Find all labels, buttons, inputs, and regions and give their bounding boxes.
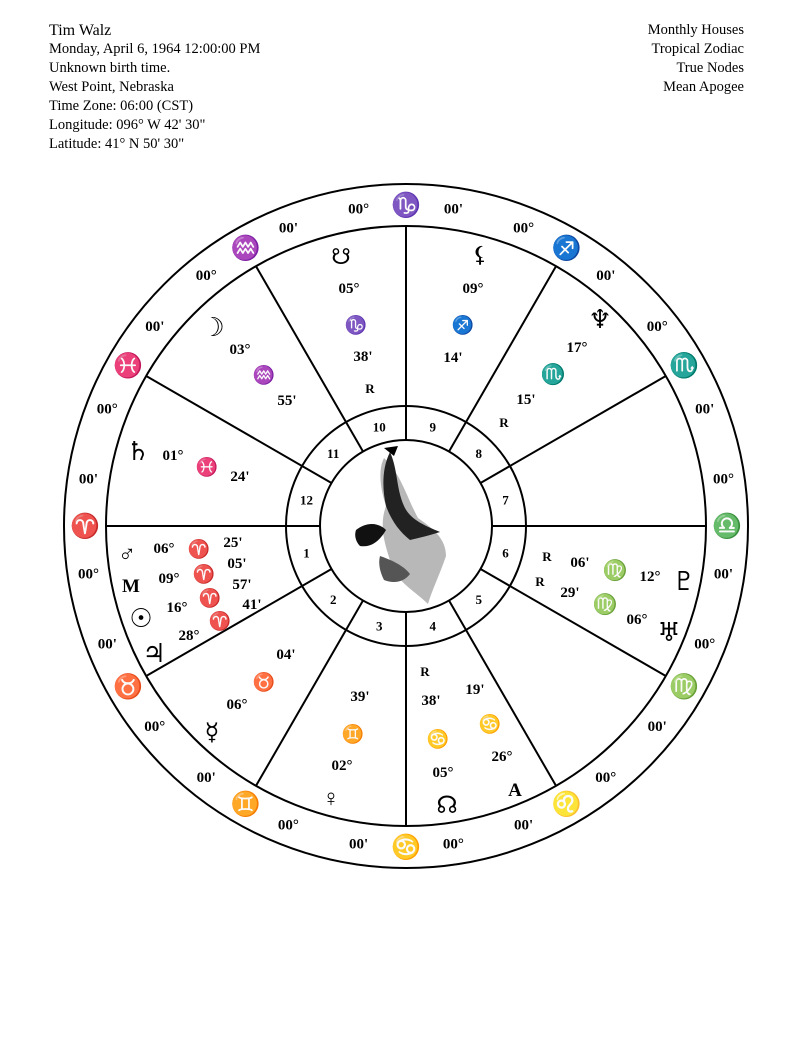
cusp-degree: 00° [595, 770, 617, 787]
cusp-minutes: 00' [349, 836, 369, 853]
cusp-degree: 00° [713, 471, 734, 488]
pluto-icon: ♇ [672, 567, 696, 596]
cusp-minutes: 00' [97, 636, 117, 653]
saturn-sign: ♓ [195, 457, 219, 477]
mercury-degree: 06° [226, 697, 248, 713]
cusp-degree: 00° [513, 220, 535, 237]
house-number-3: 3 [376, 618, 383, 634]
time-zone: Time Zone: 06:00 (CST) [49, 98, 194, 114]
neptune-minutes: 15' [516, 392, 536, 408]
lilith-degree: 09° [462, 281, 484, 297]
mars-icon: ♂ [118, 542, 136, 568]
house-number-1: 1 [303, 545, 310, 561]
cusp-minutes: 00' [443, 201, 463, 218]
cancer-icon: ♋ [391, 835, 421, 861]
cusp-minutes: 00' [647, 718, 667, 735]
pluto-minutes: 06' [570, 555, 590, 571]
ascendant-label: A [508, 780, 522, 801]
birth-datetime: Monday, April 6, 1964 12:00:00 PM [49, 41, 261, 57]
cusp-minutes: 00' [78, 471, 99, 488]
house-number-4: 4 [429, 618, 436, 634]
jupiter-degree: 28° [178, 628, 200, 644]
neptune-sign: ♏ [540, 364, 566, 386]
cusp-minutes: 00' [278, 220, 298, 237]
black-moon-lilith-icon: ⚸ [471, 242, 489, 267]
moon-degree: 03° [229, 342, 251, 358]
house-number-11: 11 [327, 446, 340, 462]
pluto-retrograde: R [542, 549, 552, 564]
cusp-minutes: 00' [713, 566, 734, 583]
south-node-minutes: 38' [353, 349, 373, 365]
house-number-9: 9 [429, 419, 436, 435]
lilith-sign: ♐ [451, 315, 475, 335]
cusp-degree: 00° [195, 267, 217, 284]
birth-time-note: Unknown birth time. [49, 60, 171, 76]
house-number-8: 8 [475, 446, 483, 462]
cusp-degree: 00° [78, 566, 99, 583]
mars-degree: 06° [153, 541, 175, 557]
uranus-degree: 06° [626, 612, 648, 628]
sagittarius-icon: ♐ [551, 236, 582, 262]
south-node-icon: ☋ [331, 244, 351, 269]
person-name: Tim Walz [49, 22, 112, 39]
capricorn-icon: ♑ [391, 193, 421, 219]
mercury-icon: ☿ [204, 720, 220, 746]
saturn-minutes: 24' [230, 469, 250, 485]
sun-sign: ♈ [198, 588, 222, 608]
south-node-sign: ♑ [344, 315, 368, 335]
cusp-degree: 00° [277, 817, 299, 834]
cusp-minutes: 00' [145, 319, 165, 336]
scorpio-icon: ♏ [669, 353, 699, 380]
north-node-minutes: 38' [421, 693, 441, 709]
south-node-retrograde: R [365, 381, 375, 396]
saturn-degree: 01° [162, 448, 184, 464]
aquarius-icon: ♒ [230, 236, 261, 262]
ascendant-sign: ♋ [478, 714, 502, 734]
mercury-minutes: 04' [276, 647, 296, 663]
venus-icon: ♀ [322, 786, 340, 812]
aries-icon: ♈ [70, 514, 100, 540]
mars-minutes: 25' [223, 535, 243, 551]
cusp-minutes: 00' [196, 770, 216, 787]
mars-sign: ♈ [187, 539, 211, 559]
north-node-retrograde: R [420, 664, 430, 679]
midheaven-sign: ♈ [192, 564, 216, 584]
cusp-degree: 00° [694, 636, 716, 653]
jupiter-sign: ♈ [208, 611, 232, 631]
uranus-sign: ♍ [592, 594, 618, 616]
zodiac-type: Tropical Zodiac [651, 41, 744, 57]
node-type: True Nodes [676, 60, 744, 76]
lilith-minutes: 14' [443, 350, 463, 366]
moon-sign: ♒ [252, 365, 276, 385]
north-node-icon: ☊ [436, 793, 458, 819]
ascendant-degree: 26° [491, 749, 513, 765]
neptune-icon: ♆ [588, 305, 612, 334]
pluto-degree: 12° [639, 569, 661, 585]
cusp-minutes: 00' [695, 401, 715, 418]
midheaven-label: M [122, 576, 140, 597]
house-number-2: 2 [329, 591, 337, 607]
cusp-degree: 00° [646, 319, 668, 336]
jupiter-minutes: 41' [242, 597, 262, 613]
uranus-icon: ♅ [657, 618, 681, 647]
libra-icon: ♎ [712, 514, 742, 540]
pluto-sign: ♍ [602, 560, 628, 582]
longitude: Longitude: 096° W 42' 30" [49, 117, 206, 133]
house-number-12: 12 [300, 492, 313, 508]
sun-icon: ☉ [129, 604, 153, 633]
cusp-degree: 00° [96, 401, 118, 418]
latitude: Latitude: 41° N 50' 30" [49, 136, 185, 152]
birth-place: West Point, Nebraska [49, 79, 174, 95]
uranus-minutes: 29' [560, 585, 580, 601]
uranus-retrograde: R [535, 574, 545, 589]
moon-minutes: 55' [277, 393, 297, 409]
venus-sign: ♊ [341, 724, 365, 744]
cusp-degree: 00° [348, 201, 370, 218]
neptune-degree: 17° [566, 340, 588, 356]
midheaven-minutes: 05' [227, 556, 247, 572]
moon-icon: ☽ [201, 313, 225, 342]
virgo-icon: ♍ [669, 674, 699, 701]
neptune-retrograde: R [499, 415, 509, 430]
house-system: Monthly Houses [647, 22, 744, 38]
sun-minutes: 57' [232, 577, 252, 593]
cusp-degree: 00° [442, 836, 464, 853]
venus-degree: 02° [331, 758, 353, 774]
midheaven-degree: 09° [158, 571, 180, 587]
cusp-degree: 00° [144, 718, 166, 735]
taurus-icon: ♉ [113, 674, 143, 701]
venus-minutes: 39' [350, 689, 370, 705]
mercury-sign: ♉ [252, 672, 276, 692]
house-cusp-line [146, 376, 331, 483]
pisces-icon: ♓ [113, 353, 143, 380]
house-number-10: 10 [372, 419, 386, 435]
cusp-minutes: 00' [514, 817, 534, 834]
house-number-5: 5 [475, 591, 483, 607]
north-node-sign: ♋ [426, 729, 450, 749]
center-logo [355, 446, 446, 604]
cusp-minutes: 00' [596, 267, 616, 284]
gemini-icon: ♊ [230, 792, 261, 818]
leo-icon: ♌ [551, 792, 582, 818]
north-node-degree: 05° [432, 765, 454, 781]
ascendant-minutes: 19' [465, 682, 485, 698]
house-number-6: 6 [502, 545, 509, 561]
south-node-degree: 05° [338, 281, 360, 297]
jupiter-icon: ♃ [142, 639, 166, 668]
apogee-type: Mean Apogee [663, 79, 744, 95]
sun-degree: 16° [166, 600, 188, 616]
saturn-icon: ♄ [126, 437, 150, 466]
house-number-7: 7 [502, 492, 509, 508]
